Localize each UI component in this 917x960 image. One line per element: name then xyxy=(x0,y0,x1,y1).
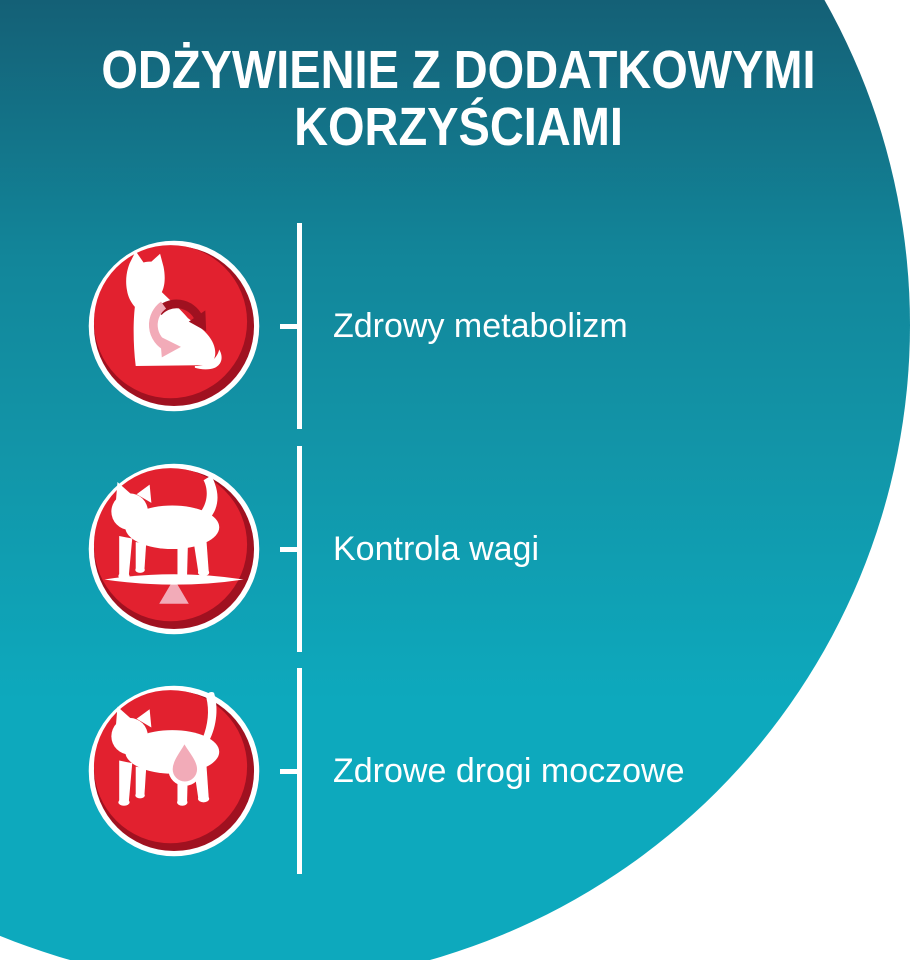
page-title-line2: KORZYŚCIAMI xyxy=(294,97,623,157)
weight-control-cat-icon xyxy=(87,462,261,636)
connector-tick xyxy=(280,324,300,329)
urinary-tract-cat-icon xyxy=(87,684,261,858)
connector-tick xyxy=(280,547,300,552)
page-title-line1: ODŻYWIENIE Z DODATKOWYMI xyxy=(101,40,816,100)
benefit-label: Zdrowy metabolizm xyxy=(333,307,628,345)
metabolism-cat-icon xyxy=(87,239,261,413)
connector-tick xyxy=(280,769,300,774)
benefit-label: Kontrola wagi xyxy=(333,530,540,568)
benefit-label: Zdrowe drogi moczowe xyxy=(333,752,685,790)
page-title xyxy=(60,42,858,156)
